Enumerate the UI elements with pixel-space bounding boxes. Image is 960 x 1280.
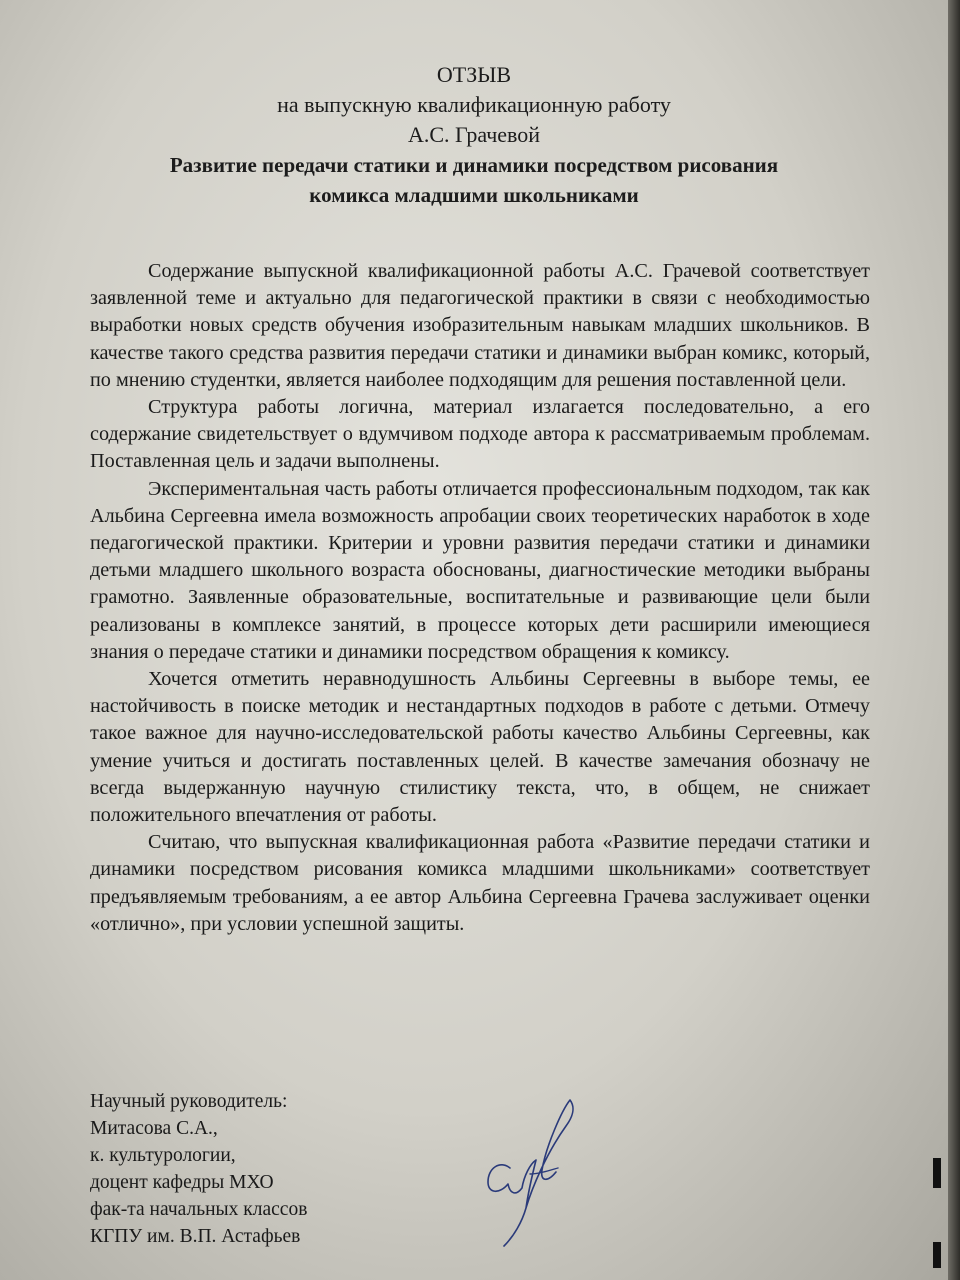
thesis-theme-line-2: комикса младшими школьниками [309,183,639,207]
document-header [0,60,948,210]
review-body [90,258,870,938]
document-title: ОТЗЫВ [436,62,512,87]
paragraph-1: Содержание выпускной квалификационной работы А.С. Грачевой соответствует заявленной теме и актуально для педагогической практики в связи с необходимостью выработки новых средств обучения изобразительным навыкам младших школьников. В качестве такого средства развития передачи статики и динамики выбран комикс, который, по мнению студентки, является наиболее подходящим для решения поставленной цели. [90,260,870,391]
thesis-theme-line-1: Развитие передачи статики и динамики посредством рисования [169,153,779,177]
supervisor-faculty: фак-та начальных классов [90,1199,308,1220]
student-name: А.С. Грачевой [407,122,541,147]
paragraph-4: Хочется отметить неравнодушность Альбины Сергеевны в выборе темы, ее настойчивость в поиске методик и нестандартных подходов в работе с детьми. Отмечу такое важное для научно-исследовательской работы качество Альбины Сергеевны, как умение учиться и достигать поставленных целей. В качестве замечания обозначу не всегда выдержанную научную стилистику текста, что, в общем, не снижает положительного впечатления от работы. [90,668,870,827]
supervisor-position: доцент кафедры МХО [90,1172,274,1193]
supervisor-block [90,1088,307,1250]
document-subtitle: на выпускную квалификационную работу [277,92,671,117]
supervisor-name: Митасова С.А., [90,1118,218,1139]
edge-mark [933,1242,941,1268]
page-edge-shadow [948,0,960,1280]
paragraph-5: Считаю, что выпускная квалификационная работа «Развитие передачи статики и динамики посредством рисования комикса младшими школьниками» соответствует предъявляемым требованиям, а ее автор Альбина Сергеевна Грачева заслуживает оценки «отлично», при условии успешной защиты. [90,831,870,935]
handwritten-signature [470,1090,590,1250]
paragraph-3: Экспериментальная часть работы отличается профессиональным подходом, так как Альбина Сергеевна имела возможность апробации своих теоретических наработок в ходе педагогической практики. Критерии и уровни развития передачи статики и динамики детьми младшего школьного возраста обоснованы, диагностические методики выбраны грамотно. Заявленные образовательные, воспитательные и развивающие цели были реализованы в комплексе занятий, в процессе которых дети расширили имеющиеся знания о передаче статики и динамики посредством обращения к комиксу. [90,477,870,663]
supervisor-university: КГПУ им. В.П. Астафьев [90,1226,301,1247]
supervisor-degree: к. культурологии, [90,1145,236,1166]
edge-mark [933,1158,941,1188]
supervisor-role: Научный руководитель: [90,1091,288,1112]
paragraph-2: Структура работы логична, материал излагается последовательно, а его содержание свидетельствует о вдумчивом подходе автора к рассматриваемым проблемам. Поставленная цель и задачи выполнены. [90,396,870,473]
